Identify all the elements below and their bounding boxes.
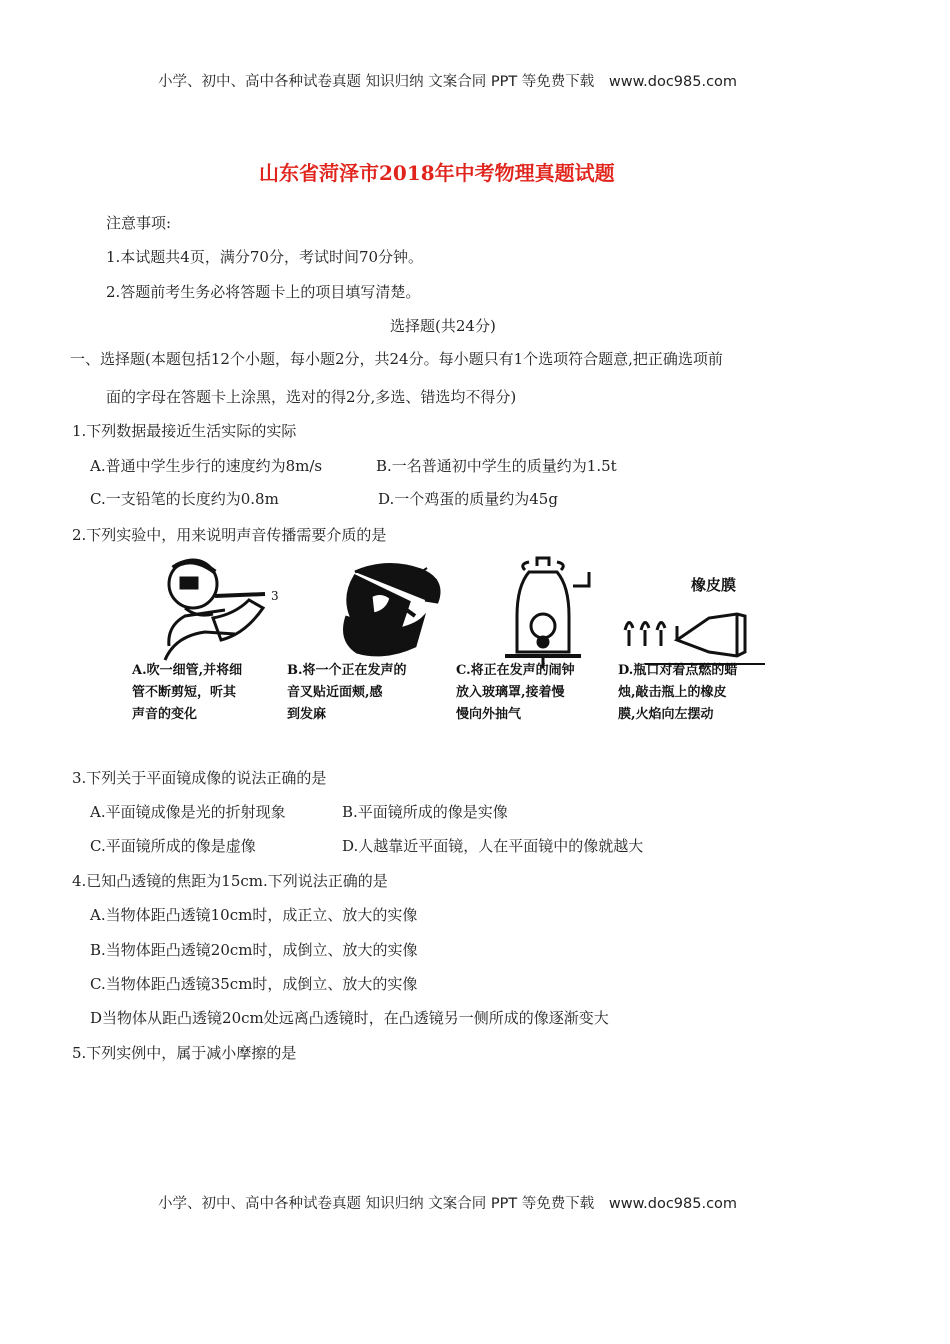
header-url[interactable]: www.doc985.com: [608, 74, 738, 90]
q2-caption-b: B.将一个正在发声的 音叉贴近面颊,感 到发麻: [287, 663, 407, 722]
q4-option-d: D当物体从距凸透镜20cm处远离凸透镜时，在凸透镜另一侧所成的像逐渐变大: [90, 1009, 609, 1027]
figure-a-tube-blowing: [165, 560, 279, 660]
section-instructions-line2: 面的字母在答题卡上涂黑，选对的得2分,多选、错选均不得分): [106, 388, 517, 406]
svg-text:3: 3: [271, 589, 279, 603]
q2-caption-c: C.将正在发声的闹钟 放入玻璃罩,接着慢 慢向外抽气: [456, 663, 575, 722]
page-title: 山东省菏泽市2018年中考物理真题试题: [259, 161, 615, 185]
figure-d-bottle-candles: [625, 614, 765, 664]
q3-option-b: B.平面镜所成的像是实像: [342, 803, 508, 821]
question-5-stem: 5.下列实例中，属于减小摩擦的是: [72, 1044, 297, 1062]
notice-item: 1.本试题共4页，满分70分，考试时间70分钟。: [106, 248, 424, 266]
question-2-stem: 2.下列实验中，用来说明声音传播需要介质的是: [72, 526, 387, 544]
q1-option-d: D.一个鸡蛋的质量约为45g: [378, 490, 558, 508]
page-footer: [158, 1192, 737, 1213]
q4-option-b: B.当物体距凸透镜20cm时，成倒立、放大的实像: [90, 941, 418, 959]
notice-item: 2.答题前考生务必将答题卡上的项目填写清楚。: [106, 283, 421, 301]
q1-option-c: C.一支铅笔的长度约为0.8m: [90, 490, 279, 508]
q4-option-c: C.当物体距凸透镜35cm时，成倒立、放大的实像: [90, 975, 418, 993]
q2-caption-d: D.瓶口对着点燃的蜡 烛,敲击瓶上的橡皮 膜,火焰向左摆动: [618, 663, 738, 722]
footer-url[interactable]: www.doc985.com: [608, 1196, 738, 1212]
figure-b-tuning-fork: [345, 564, 439, 654]
q3-option-c: C.平面镜所成的像是虚像: [90, 837, 256, 855]
q3-option-a: A.平面镜成像是光的折射现象: [90, 803, 286, 821]
q4-option-a: A.当物体距凸透镜10cm时，成正立、放大的实像: [90, 906, 418, 924]
membrane-label: 橡皮膜: [691, 576, 737, 594]
q1-option-b: B.一名普通初中学生的质量约为1.5t: [376, 457, 617, 475]
question-1-stem: 1.下列数据最接近生活实际的实际: [72, 422, 297, 440]
page-header: [158, 70, 737, 91]
section-heading: 选择题(共24分): [390, 317, 496, 335]
figure-c-bell-jar: [505, 558, 589, 668]
footer-text: 小学、初中、高中各种试卷真题 知识归纳 文案合同 PPT 等免费下载: [158, 1196, 595, 1212]
question-4-stem: 4.已知凸透镜的焦距为15cm.下列说法正确的是: [72, 872, 388, 890]
header-text: 小学、初中、高中各种试卷真题 知识归纳 文案合同 PPT 等免费下载: [158, 74, 595, 90]
question-3-stem: 3.下列关于平面镜成像的说法正确的是: [72, 769, 327, 787]
q2-caption-a: A.吹一细管,并将细 管不断剪短，听其 声音的变化: [132, 663, 243, 722]
notice-heading: 注意事项:: [106, 214, 172, 232]
section-instructions-line1: 一、选择题(本题包括12个小题，每小题2分，共24分。每小题只有1个选项符合题意,把正确选项前: [70, 350, 723, 368]
q3-option-d: D.人越靠近平面镜，人在平面镜中的像就越大: [342, 837, 644, 855]
q1-option-a: A.普通中学生步行的速度约为8m/s: [90, 457, 323, 475]
